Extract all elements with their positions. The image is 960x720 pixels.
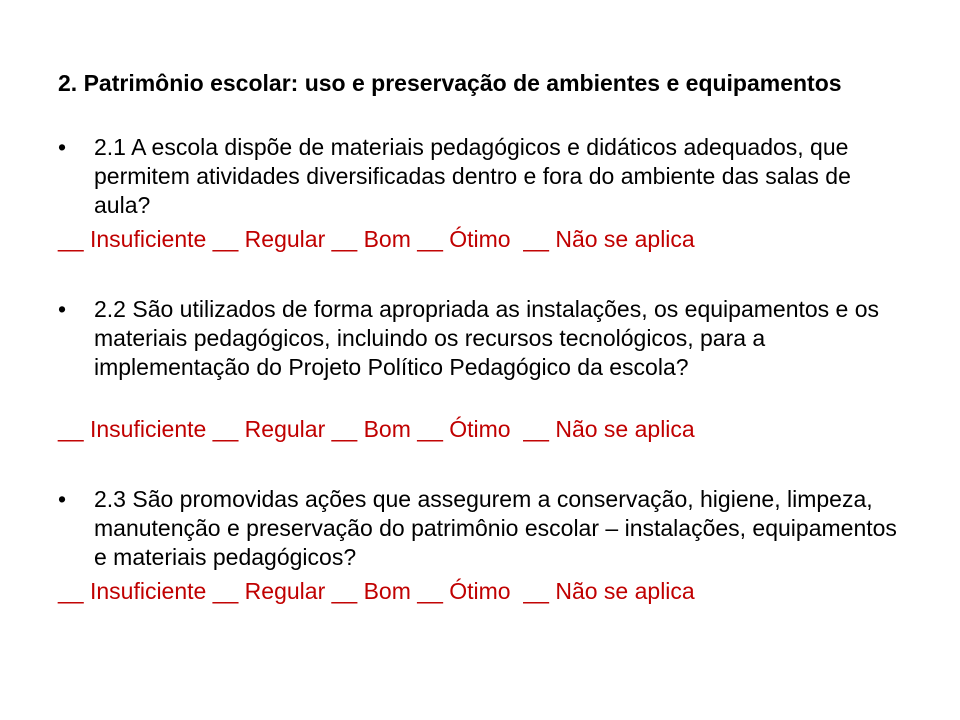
rating-options-2-1: __ Insuficiente __ Regular __ Bom __ Ótimo __ Não se aplica	[58, 226, 695, 252]
question-text: 2.3 São promovidas ações que assegurem a conservação, higiene, limpeza, manutenção e preservação do patrimônio escolar – instalações, equipamentos e materiais pedagógicos?	[94, 486, 897, 570]
question-2-3	[58, 485, 898, 572]
bullet-icon: •	[58, 134, 67, 160]
bullet-icon: •	[58, 486, 67, 512]
question-text: 2.1 A escola dispõe de materiais pedagógicos e didáticos adequados, que permitem atividades diversificadas dentro e fora do ambiente das salas de aula?	[94, 134, 851, 218]
rating-options-2-3: __ Insuficiente __ Regular __ Bom __ Ótimo __ Não se aplica	[58, 578, 695, 604]
bullet-icon: •	[58, 296, 67, 322]
rating-options-2-2: __ Insuficiente __ Regular __ Bom __ Ótimo __ Não se aplica	[58, 416, 695, 442]
question-2-1	[58, 133, 898, 220]
question-2-2	[58, 295, 898, 382]
section-title: 2. Patrimônio escolar: uso e preservação de ambientes e equipamentos	[58, 70, 842, 96]
question-text: 2.2 São utilizados de forma apropriada as instalações, os equipamentos e os materiais pedagógicos, incluindo os recursos tecnológicos, para a implementação do Projeto Político Pedagógico da escola?	[94, 296, 880, 380]
